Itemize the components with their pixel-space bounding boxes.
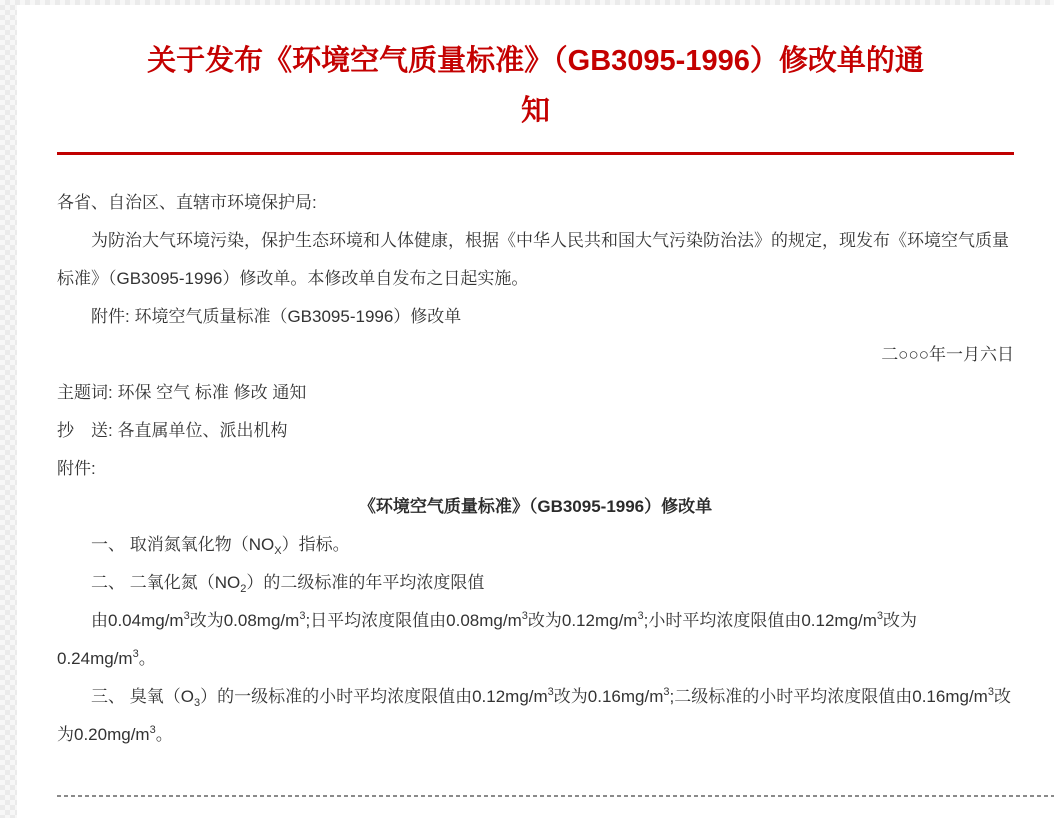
- issue-date: 二○○○年一月六日: [881, 345, 1014, 364]
- notice-title-line-1: 关于发布《环境空气质量标准》（GB3095-1996）修改单的通: [147, 45, 924, 77]
- document-body: [57, 184, 1014, 754]
- title-divider-rule: [57, 152, 1014, 155]
- body-paragraph: 为防治大气环境污染，保护生态环境和人体健康，根据《中华人民共和国大气污染防治法》的规定，现发布《环境空气质量标准》（GB3095-1996）修改单。本修改单自发布之日起实施。: [57, 231, 1009, 288]
- subject-keywords: 主题词: 环保 空气 标准 修改 通知: [57, 383, 307, 402]
- attachment-item-2: 二、 二氧化氮$(NO_2)$的二级标准的年平均浓度限值: [91, 573, 485, 595]
- document-page: [17, 5, 1054, 818]
- attachment-reference: 附件: 环境空气质量标准（GB3095-1996）修改单: [91, 307, 462, 326]
- attachment-item-1: 一、 取消氮氧化物$(NO_X)$指标。: [91, 535, 350, 557]
- salutation: 各省、自治区、直辖市环境保护局:: [57, 193, 317, 212]
- bottom-dashed-divider: [57, 795, 1054, 797]
- cc-line: 抄 送: 各直属单位、派出机构: [57, 421, 288, 440]
- attachment-heading: 《环境空气质量标准》（GB3095-1996）修改单: [358, 497, 713, 516]
- document-content: [17, 36, 1054, 754]
- notice-title: [57, 36, 1014, 136]
- notice-title-line-2: 知: [520, 95, 550, 127]
- attachment-label: 附件:: [57, 459, 96, 478]
- attachment-item-3: 三、 臭氧$(O_3)$的一级标准的小时平均浓度限值由$0.12mg/m^3$改为$0.16mg/m^3$;二级标准的小时平均浓度限值由$0.16mg/m^3$改为$0.20mg/m^3$。: [57, 686, 1011, 744]
- attachment-item-2-detail: 由$0.04mg/m^3$改为$0.08mg/m^3$;日平均浓度限值由$0.08mg/m^3$改为$0.12mg/m^3$;小时平均浓度限值由$0.12mg/m^3$改为$0.24mg/m^3$。: [57, 610, 918, 668]
